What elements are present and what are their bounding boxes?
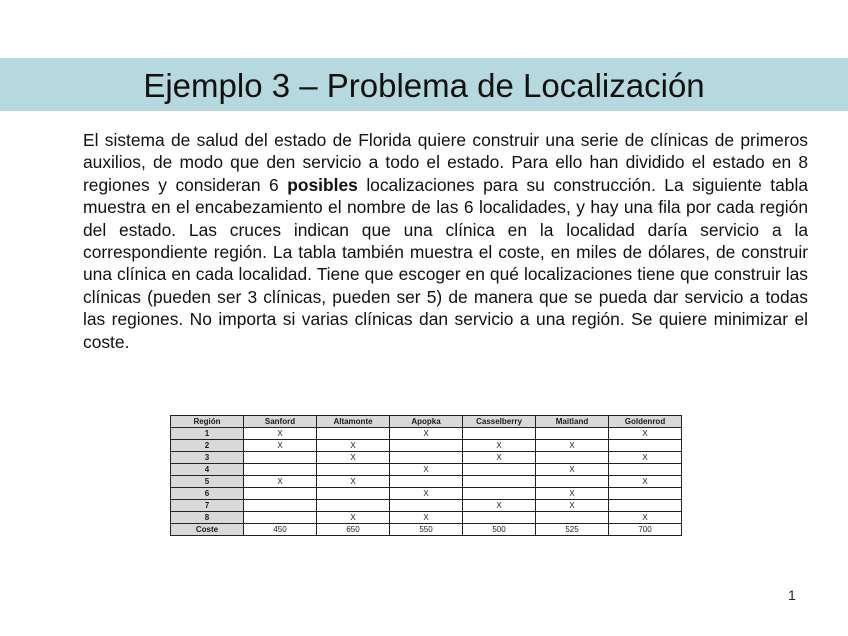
table-cell [609,488,682,500]
table-cell [317,464,390,476]
table-cell: X [609,452,682,464]
paragraph-text-end: localizaciones para su construcción. La siguiente tabla muestra en el encabezamiento el nombre de las 6 localidades, y hay una fila por cada región del estado. Las cruces indican que una clínica en la localidad daría servicio a la correspondiente región. La tabla también muestra el coste, en miles de dólares, de construir una clínica en cada localidad. Tiene que escoger en qué localizaciones tiene que construir las clínicas (pueden ser 3 clínicas, pueden ser 5) de manera que se pueda dar servicio a todas las regiones. No importa si varias clínicas dan servicio a una región. Se quiere minimizar el coste. [83,174,808,352]
table-cell: X [317,512,390,524]
paragraph-bold-word: posibles [287,174,358,195]
header-cell: Altamonte [317,416,390,428]
table-row [171,464,682,476]
table-cell [244,512,317,524]
region-label: 4 [171,464,244,476]
header-cell: Goldenrod [609,416,682,428]
table-header-row [171,416,682,428]
table-cell [609,464,682,476]
table-row [171,452,682,464]
table-cell: X [390,512,463,524]
cost-cell: 700 [609,524,682,536]
table-row [171,440,682,452]
table-cell [317,500,390,512]
table-cell: X [463,500,536,512]
table-cell: X [390,428,463,440]
cost-cell: 500 [463,524,536,536]
region-label: 3 [171,452,244,464]
table-cell [536,452,609,464]
table-cell [244,464,317,476]
table-cell [317,488,390,500]
table-cell [536,512,609,524]
header-cell: Casselberry [463,416,536,428]
region-label: 2 [171,440,244,452]
table-row [171,476,682,488]
region-label: 5 [171,476,244,488]
table-cell [390,476,463,488]
table-cell [390,452,463,464]
table-row [171,512,682,524]
region-label: 6 [171,488,244,500]
table-cell: X [536,488,609,500]
cost-label: Coste [171,524,244,536]
region-label: 8 [171,512,244,524]
table-cell: X [536,500,609,512]
table-row [171,488,682,500]
table-cell [536,428,609,440]
table-cell: X [609,512,682,524]
header-cell: Región [171,416,244,428]
cost-row [171,524,682,536]
slide-title: Ejemplo 3 – Problema de Localización [143,67,705,104]
region-label: 7 [171,500,244,512]
table-cell [463,428,536,440]
table-cell: X [536,440,609,452]
table-cell: X [463,440,536,452]
table-cell [609,440,682,452]
cost-cell: 650 [317,524,390,536]
table-cell: X [317,440,390,452]
table-cell [390,440,463,452]
cost-cell: 450 [244,524,317,536]
table-cell [536,476,609,488]
table-cell: X [390,464,463,476]
table-cell: X [390,488,463,500]
paragraph-text-start: El sistema de salud del estado de Florida quiere construir una serie de clínicas de primeros auxilios, de modo que den servicio a todo el estado. Para ello han dividido el estado en 8 regiones y consideran 6 [83,130,808,195]
cost-cell: 550 [390,524,463,536]
page-number: 1 [788,587,796,603]
table-cell: X [609,476,682,488]
table-cell [609,500,682,512]
table-cell [244,488,317,500]
table-cell: X [609,428,682,440]
region-label: 1 [171,428,244,440]
table-cell [463,488,536,500]
table-cell: X [244,440,317,452]
table-row [171,428,682,440]
table-cell: X [317,452,390,464]
table-cell [317,428,390,440]
header-cell: Apopka [390,416,463,428]
table-cell: X [317,476,390,488]
table-cell [463,512,536,524]
location-table [170,415,682,536]
table-cell [244,500,317,512]
table-cell [390,500,463,512]
table-cell [463,464,536,476]
table-cell: X [463,452,536,464]
header-cell: Sanford [244,416,317,428]
cost-cell: 525 [536,524,609,536]
header-cell: Maitland [536,416,609,428]
table-cell [244,452,317,464]
table-row [171,500,682,512]
table-cell: X [244,476,317,488]
table-cell: X [536,464,609,476]
table-cell: X [244,428,317,440]
table-cell [463,476,536,488]
problem-description [83,129,808,353]
